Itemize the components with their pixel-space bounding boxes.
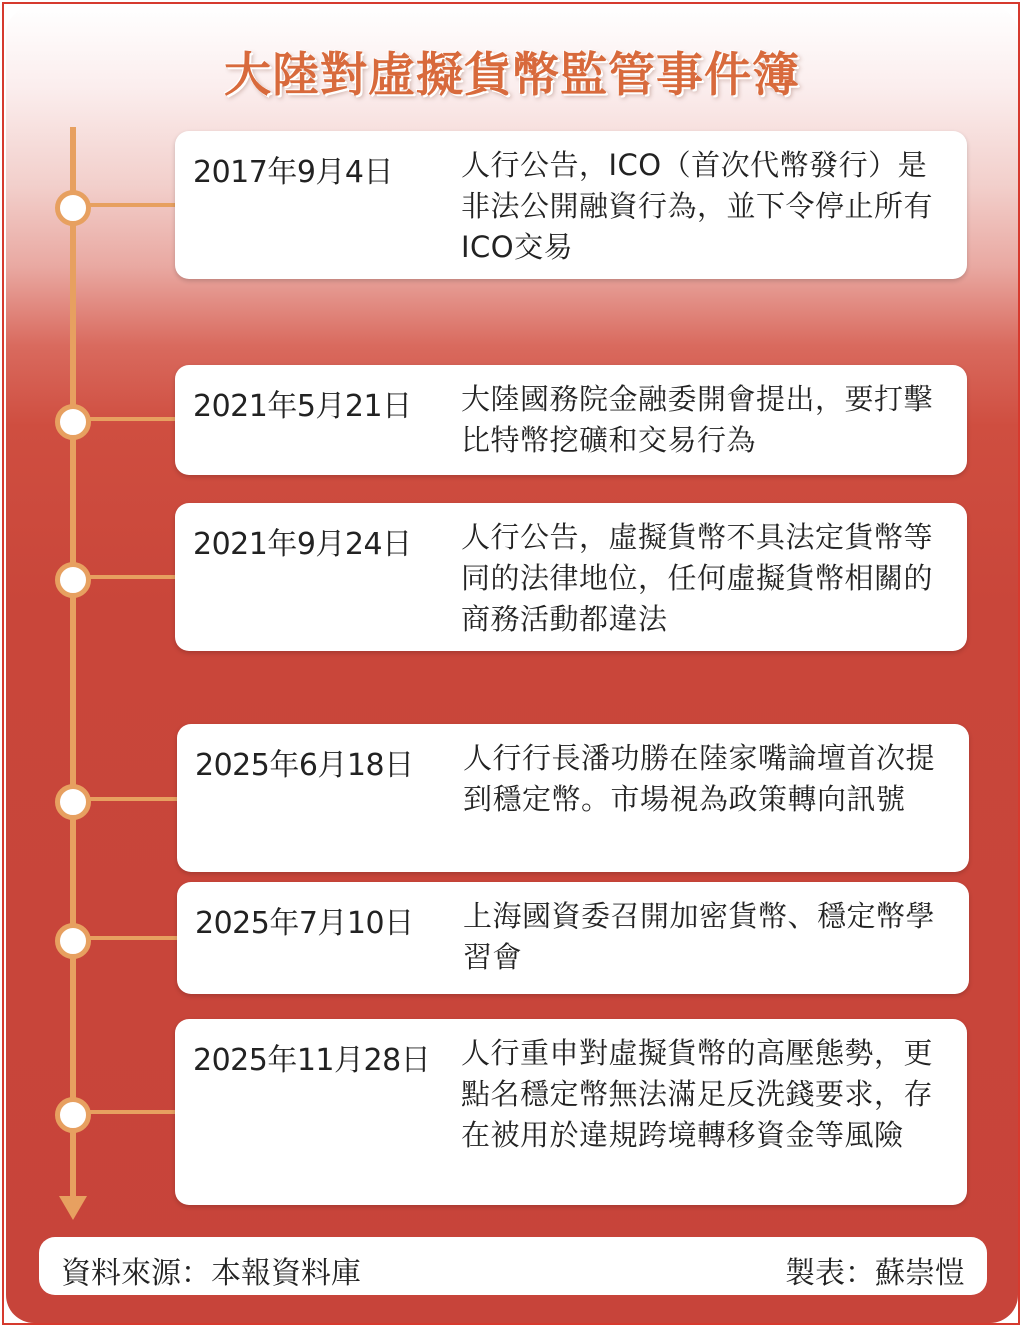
timeline-dot [55, 404, 91, 440]
timeline-dot [55, 1097, 91, 1133]
event-date: 2025年11月28日 [193, 1043, 431, 1078]
event-date: 2021年5月21日 [193, 389, 412, 424]
event-description: 上海國資委召開加密貨幣、穩定幣學習會 [463, 899, 936, 974]
event-card-2 [175, 365, 967, 475]
event-description: 人行公告，ICO（首次代幣發行）是非法公開融資行為，並下令停止所有ICO交易 [461, 148, 934, 264]
data-source: 資料來源：本報資料庫 [61, 1256, 361, 1291]
event-description: 人行行長潘功勝在陸家嘴論壇首次提到穩定幣。市場視為政策轉向訊號 [463, 741, 936, 816]
event-card-3 [175, 503, 967, 651]
timeline-arrow-icon [59, 1196, 87, 1220]
page-title: 大陸對虛擬貨幣監管事件簿 [224, 48, 800, 103]
event-card-6 [175, 1019, 967, 1205]
timeline-dot [55, 190, 91, 226]
event-card-4 [177, 724, 969, 872]
event-description: 人行重申對虛擬貨幣的高壓態勢，更點名穩定幣無法滿足反洗錢要求，存在被用於違規跨境轉移資金等風險 [461, 1036, 934, 1152]
event-card-1 [175, 131, 967, 279]
event-date: 2017年9月4日 [193, 155, 394, 190]
event-date: 2025年6月18日 [195, 748, 414, 783]
footer [39, 1237, 987, 1295]
event-date: 2025年7月10日 [195, 906, 414, 941]
event-description: 大陸國務院金融委開會提出，要打擊比特幣挖礦和交易行為 [461, 382, 934, 457]
event-date: 2021年9月24日 [193, 527, 412, 562]
timeline-dot [55, 562, 91, 598]
event-description: 人行公告，虛擬貨幣不具法定貨幣等同的法律地位，任何虛擬貨幣相關的商務活動都違法 [461, 520, 934, 636]
timeline-dot [55, 784, 91, 820]
event-card-5 [177, 882, 969, 994]
chart-maker: 製表：蘇崇愷 [785, 1256, 965, 1291]
timeline-line [70, 127, 76, 1202]
timeline-dot [55, 923, 91, 959]
